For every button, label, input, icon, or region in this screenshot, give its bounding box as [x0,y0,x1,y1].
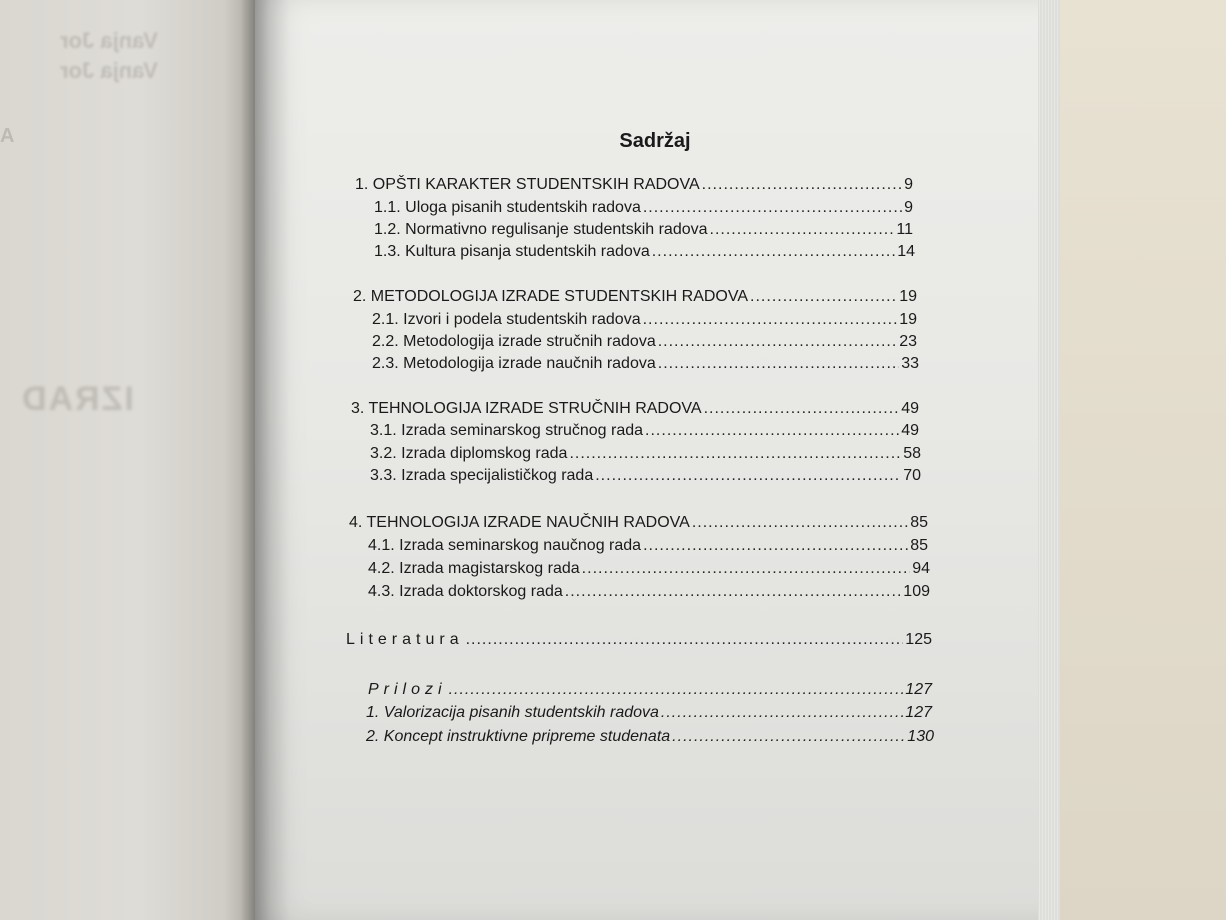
toc-entry [368,680,932,700]
leader-dots [692,513,908,533]
toc-entry [372,354,919,374]
toc-entry-page: 19 [899,288,917,305]
toc-entry-text: 4.1. Izrada seminarskog naučnog rada [368,537,642,554]
leader-dots [652,242,895,262]
toc-entry-text: 1. OPŠTI KARAKTER STUDENTSKIH RADOVA [355,176,700,193]
toc-entry [370,466,921,486]
leader-dots [658,332,897,352]
leader-dots [658,354,899,374]
ghost-text: Vanja Jor [60,58,158,83]
leader-dots [466,630,904,650]
toc-entry-page: 49 [901,422,919,439]
leader-dots [643,310,898,330]
toc-entry [372,332,917,352]
toc-entry-page: 11 [896,221,913,238]
leader-dots [710,220,895,240]
toc-entry [374,198,913,218]
toc-entry-page: 70 [903,467,921,484]
toc-entry-text: 1. Valorizacija pisanih studentskih radova [366,704,659,721]
toc-entry-text: 2.3. Metodologija izrade naučnih radova [372,355,656,372]
toc-entry-page: 19 [899,311,917,328]
toc-entry-text: Literatura [346,631,464,648]
leader-dots [643,536,908,556]
toc-entry [366,703,932,723]
toc-entry-text: 2. METODOLOGIJA IZRADE STUDENTSKIH RADOVA [353,288,749,305]
toc-entry [372,310,917,330]
leader-dots [582,559,911,579]
toc-entry-text: Prilozi [368,681,447,698]
toc-entry-text: 4.2. Izrada magistarskog rada [368,560,580,577]
toc-entry [374,242,915,262]
toc-entry [374,220,913,240]
toc-entry-page: 130 [907,728,934,745]
toc-entry-page: 33 [901,355,919,372]
toc-entry-page: 109 [903,583,930,600]
toc-entry [366,727,934,747]
leader-dots [645,421,899,441]
toc-entry [368,536,928,556]
leader-dots [661,703,903,723]
toc-entry-page: 85 [910,514,928,531]
leader-dots [643,198,902,218]
toc-entry [346,630,932,650]
toc-entry-text: 4.3. Izrada doktorskog rada [368,583,563,600]
toc-entry-page: 127 [905,681,932,698]
toc-entry [349,513,928,533]
toc-entry-text: 1.3. Kultura pisanja studentskih radova [374,243,650,260]
leader-dots [595,466,901,486]
toc-entry-page: 9 [904,176,913,193]
leader-dots [702,175,902,195]
toc-entry-page: 14 [897,243,915,260]
toc-entry [368,559,930,579]
leader-dots [449,680,904,700]
ghost-text: A [0,125,15,147]
toc-entry-page: 9 [904,199,913,216]
toc-entry-text: 3. TEHNOLOGIJA IZRADE STRUČNIH RADOVA [351,400,702,417]
toc-title: Sadržaj [619,130,691,152]
toc-entry [370,444,921,464]
toc-entry-text: 1.2. Normativno regulisanje studentskih radova [374,221,708,238]
toc-entry-text: 1.1. Uloga pisanih studentskih radova [374,199,641,216]
toc-entry [368,582,930,602]
toc-entry-page: 49 [901,400,919,417]
toc-entry-page: 58 [903,445,921,462]
toc-entry-page: 125 [905,631,932,648]
toc-entry-text: 4. TEHNOLOGIJA IZRADE NAUČNIH RADOVA [349,514,690,531]
toc-entry-text: 3.1. Izrada seminarskog stručnog rada [370,422,644,439]
ghost-text: IZRAD [20,380,134,418]
toc-entry [353,287,917,307]
toc-entry-page: 23 [899,333,917,350]
toc-entry-text: 2. Koncept instruktivne pripreme studenata [366,728,671,745]
toc-entry-text: 3.3. Izrada specijalističkog rada [370,467,594,484]
ghost-text: Vanja Jor [60,28,158,53]
toc-entry-text: 2.2. Metodologija izrade stručnih radova [372,333,656,350]
toc-entry-page: 94 [912,560,930,577]
toc-entry-text: 3.2. Izrada diplomskog rada [370,445,568,462]
toc-entry [351,399,919,419]
leader-dots [704,399,900,419]
leader-dots [569,444,901,464]
toc-entry [355,175,913,195]
leader-dots [750,287,897,307]
toc-entry-page: 85 [910,537,928,554]
leader-dots [672,727,905,747]
toc-entry-page: 127 [905,704,932,721]
leader-dots [565,582,902,602]
toc-entry [370,421,919,441]
toc-entry-text: 2.1. Izvori i podela studentskih radova [372,311,641,328]
